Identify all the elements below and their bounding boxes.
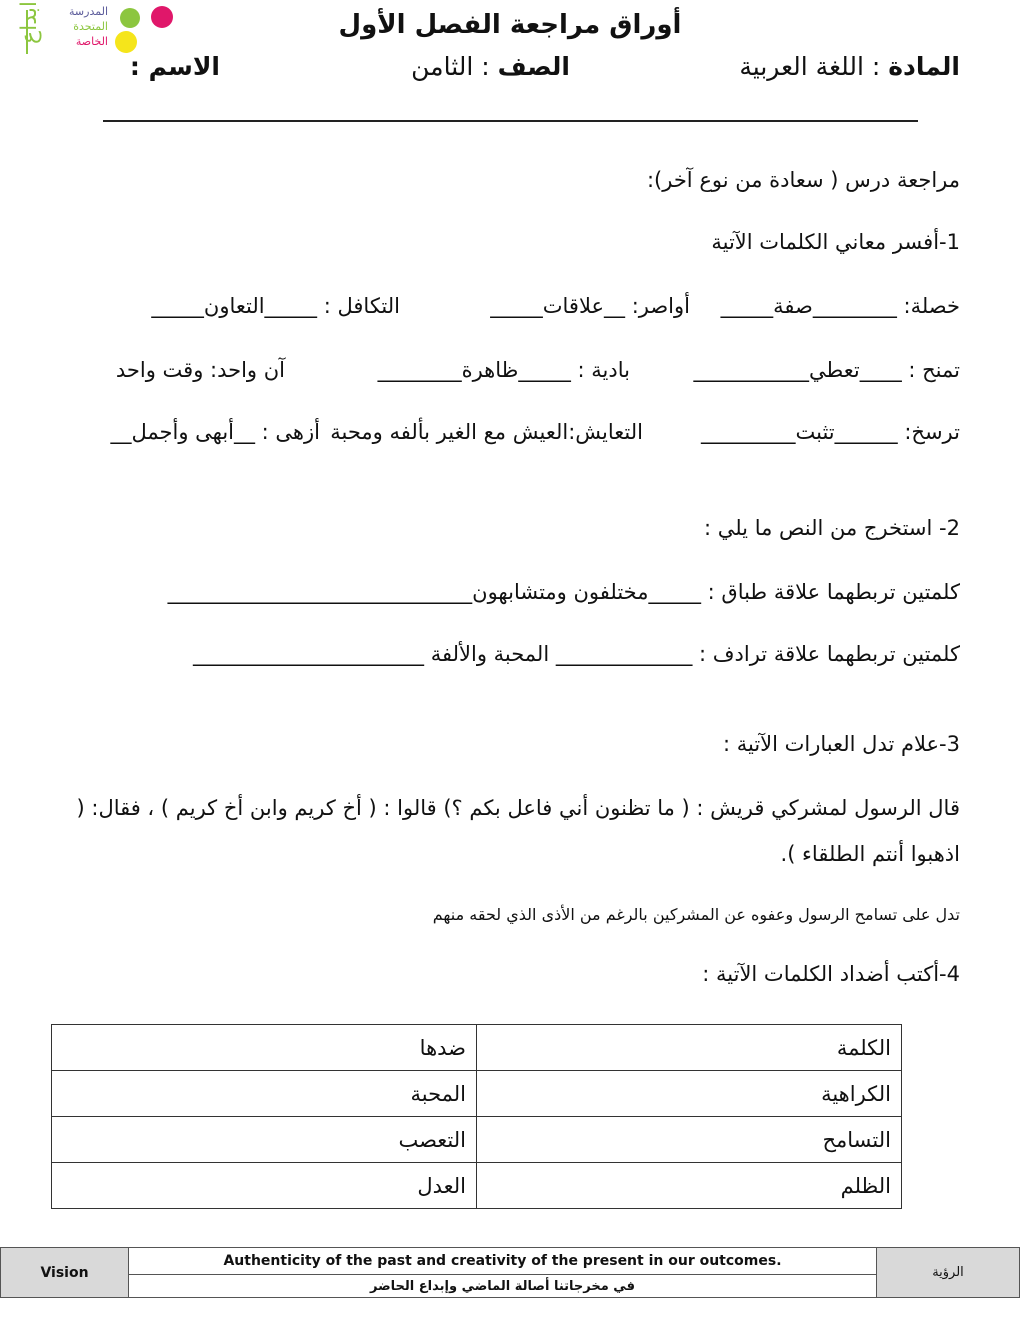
q3-title: 3-علام تدل العبارات الآتية : — [722, 732, 960, 756]
q4-title: 4-أكتب أضداد الكلمات الآتية : — [702, 962, 960, 986]
school-name — [50, 4, 108, 49]
q2-line: كلمتين تربطهما علاقة طباق : _____مختلفون ومتشابهون_____________________________ — [167, 580, 960, 604]
grade-field — [411, 52, 570, 81]
q1-row1-item: أواصر: __علاقات_____ — [490, 294, 690, 318]
school-name-line: المدرسة — [69, 5, 108, 18]
table-cell: العدل — [52, 1163, 477, 1209]
q3-quote: قال الرسول لمشركي قريش : ( ما تظنون أني فاعل بكم ؟) قالوا : ( أخ كريم وابن أخ كريم ) ، فقال: ( — [76, 796, 960, 820]
table-header-cell: ضدها — [52, 1025, 477, 1071]
q1-row3-item: أزهى : __أبهى وأجمل__ — [110, 420, 320, 444]
grade-value: : الثامن — [411, 52, 490, 81]
vision-label-ar: الرؤية — [877, 1248, 1020, 1298]
table-row — [52, 1071, 902, 1117]
table-cell: الكراهية — [477, 1071, 902, 1117]
table-cell: الظلم — [477, 1163, 902, 1209]
page-title: أوراق مراجعة الفصل الأول — [338, 10, 682, 40]
vision-label-en: Vision — [1, 1248, 129, 1298]
name-label: الاسم : — [129, 52, 220, 81]
q1-row3-item: التعايش:العيش مع الغير بألفه ومحبة — [330, 420, 643, 444]
svg-text:ابداع: ابداع — [17, 0, 42, 44]
q1-row2-item: آن واحد: وقت واحد — [115, 358, 285, 382]
table-cell: المحبة — [52, 1071, 477, 1117]
q3-answer: تدل على تسامح الرسول وعفوه عن المشركين بالرغم من الأذى الذي لحقه منهم — [432, 905, 960, 924]
header-divider — [103, 120, 918, 122]
table-cell: التسامح — [477, 1117, 902, 1163]
footer-table — [0, 1247, 1020, 1298]
q1-row3-item: ترسخ: ______تثبت_________ — [701, 420, 960, 444]
q1-title: 1-أفسر معاني الكلمات الآتية — [711, 230, 960, 254]
q1-row1-item: التكافل : _____التعاون_____ — [151, 294, 400, 318]
table-cell: التعصب — [52, 1117, 477, 1163]
footer — [0, 1247, 1020, 1298]
table-header-row — [52, 1025, 902, 1071]
subject-field — [739, 52, 960, 81]
q1-row2-item: بادية : _____ظاهرة________ — [377, 358, 630, 382]
q3-quote: اذهبوا أنتم الطلقاء ). — [780, 842, 960, 866]
antonyms-table — [51, 1024, 902, 1209]
table-row — [52, 1163, 902, 1209]
subject-label: المادة — [888, 52, 960, 81]
q1-row1-item: خصلة: ________صفة_____ — [720, 294, 960, 318]
vision-statement-en: Authenticity of the past and creativity of the present in our outcomes. — [129, 1248, 877, 1275]
q2-line: كلمتين تربطهما علاقة ترادف : _____________ المحبة والألفة ______________________ — [193, 642, 960, 666]
vision-statement-ar: في مخرجاتنا أصالة الماضي وإبداع الحاضر — [129, 1275, 877, 1298]
school-name-line: المتحدة — [73, 20, 108, 33]
school-logo — [17, 0, 182, 58]
school-name-line: الخاصة — [75, 35, 108, 48]
review-title: مراجعة درس ( سعادة من نوع آخر): — [646, 168, 960, 192]
grade-label: الصف — [497, 52, 570, 81]
q2-title: 2- استخرج من النص ما يلي : — [703, 516, 960, 540]
table-row — [52, 1117, 902, 1163]
q1-row2-item: تمنح : ____تعطي___________ — [693, 358, 960, 382]
table-header-cell: الكلمة — [477, 1025, 902, 1071]
subject-value: : اللغة العربية — [739, 52, 881, 81]
